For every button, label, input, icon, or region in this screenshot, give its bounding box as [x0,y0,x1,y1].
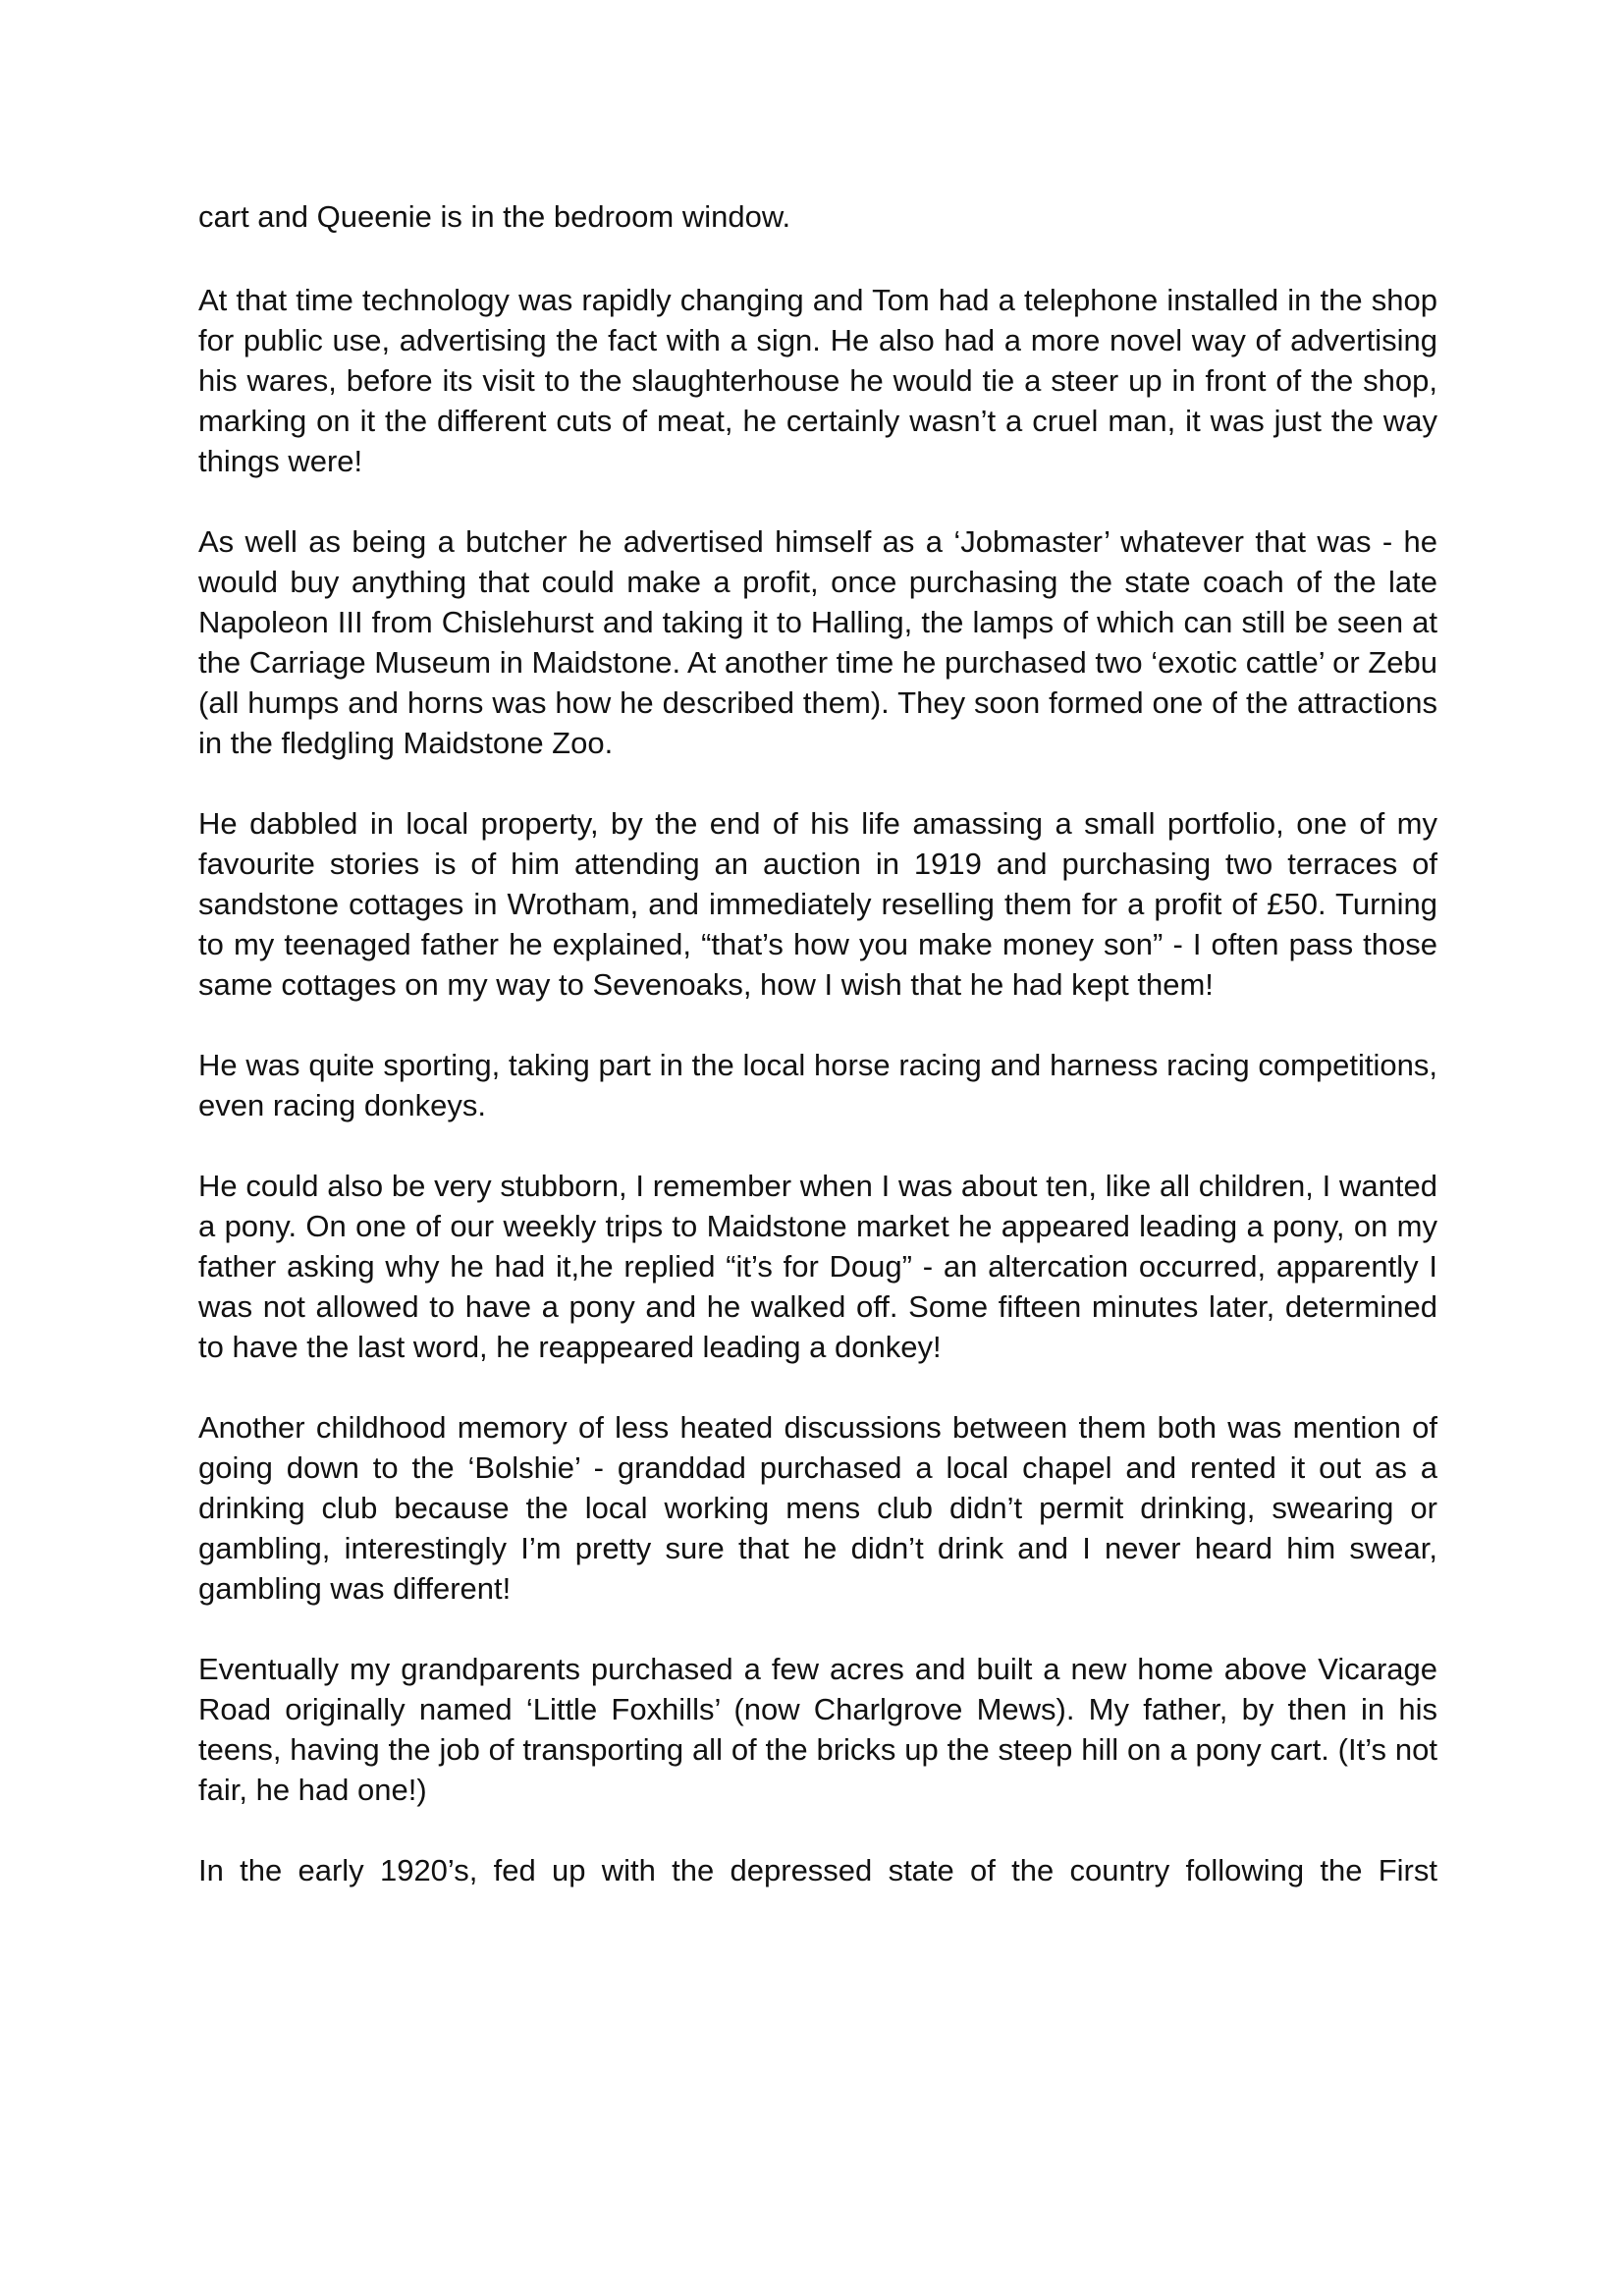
paragraph-sporting: He was quite sporting, taking part in the local horse racing and harness racing competitions, even racing donkeys. [198,1048,1437,1122]
paragraph-early-1920s: In the early 1920’s, fed up with the depressed state of the country following the First [198,1853,1437,1887]
paragraph-cart-and-queenie: cart and Queenie is in the bedroom window. [198,199,791,234]
paragraph-local-property: He dabbled in local property, by the end of his life amassing a small portfolio, one of my favourite stories is of him attending an auction in 1919 and purchasing two terraces of sandstone cottages in Wrotham, and immediately reselling them for a profit of £50. Turning to my teenaged father he explained, “that’s how you make money son” - I often pass those same cottages on my way to Sevenoaks, how I wish that he had kept them! [198,806,1437,1002]
paragraph-jobmaster: As well as being a butcher he advertised himself as a ‘Jobmaster’ whatever that was - he would buy anything that could make a profit, once purchasing the state coach of the late Napoleon III from Chislehurst and taking it to Halling, the lamps of which can still be seen at the Carriage Museum in Maidstone. At another time he purchased two ‘exotic cattle’ or Zebu (all humps and horns was how he described them). They soon formed one of the attractions in the fledgling Maidstone Zoo. [198,524,1437,760]
paragraph-little-foxhills: Eventually my grandparents purchased a few acres and built a new home above Vicarage Road originally named ‘Little Foxhills’ (now Charlgrove Mews). My father, by then in his teens, having the job of transporting all of the bricks up the steep hill on a pony cart. (It’s not fair, he had one!) [198,1652,1437,1807]
paragraph-telephone-and-steer: At that time technology was rapidly changing and Tom had a telephone installed in the shop for public use, advertising the fact with a sign. He also had a more novel way of advertising his wares, before its visit to the slaughterhouse he would tie a steer up in front of the shop, marking on it the different cuts of meat, he certainly wasn’t a cruel man, it was just the way things were! [198,283,1437,478]
body-text [198,196,1437,1890]
paragraph-pony-and-donkey: He could also be very stubborn, I remember when I was about ten, like all children, I wanted a pony. On one of our weekly trips to Maidstone market he appeared leading a pony, on my father asking why he had it,he replied “it’s for Doug” - an altercation occurred, apparently I was not allowed to have a pony and he walked off. Some fifteen minutes later, determined to have the last word, he reappeared leading a donkey! [198,1169,1437,1364]
paragraph-bolshie-club: Another childhood memory of less heated discussions between them both was mention of going down to the ‘Bolshie’ - granddad purchased a local chapel and rented it out as a drinking club because the local working mens club didn’t permit drinking, swearing or gambling, interestingly I’m pretty sure that he didn’t drink and I never heard him swear, gambling was different! [198,1410,1437,1606]
